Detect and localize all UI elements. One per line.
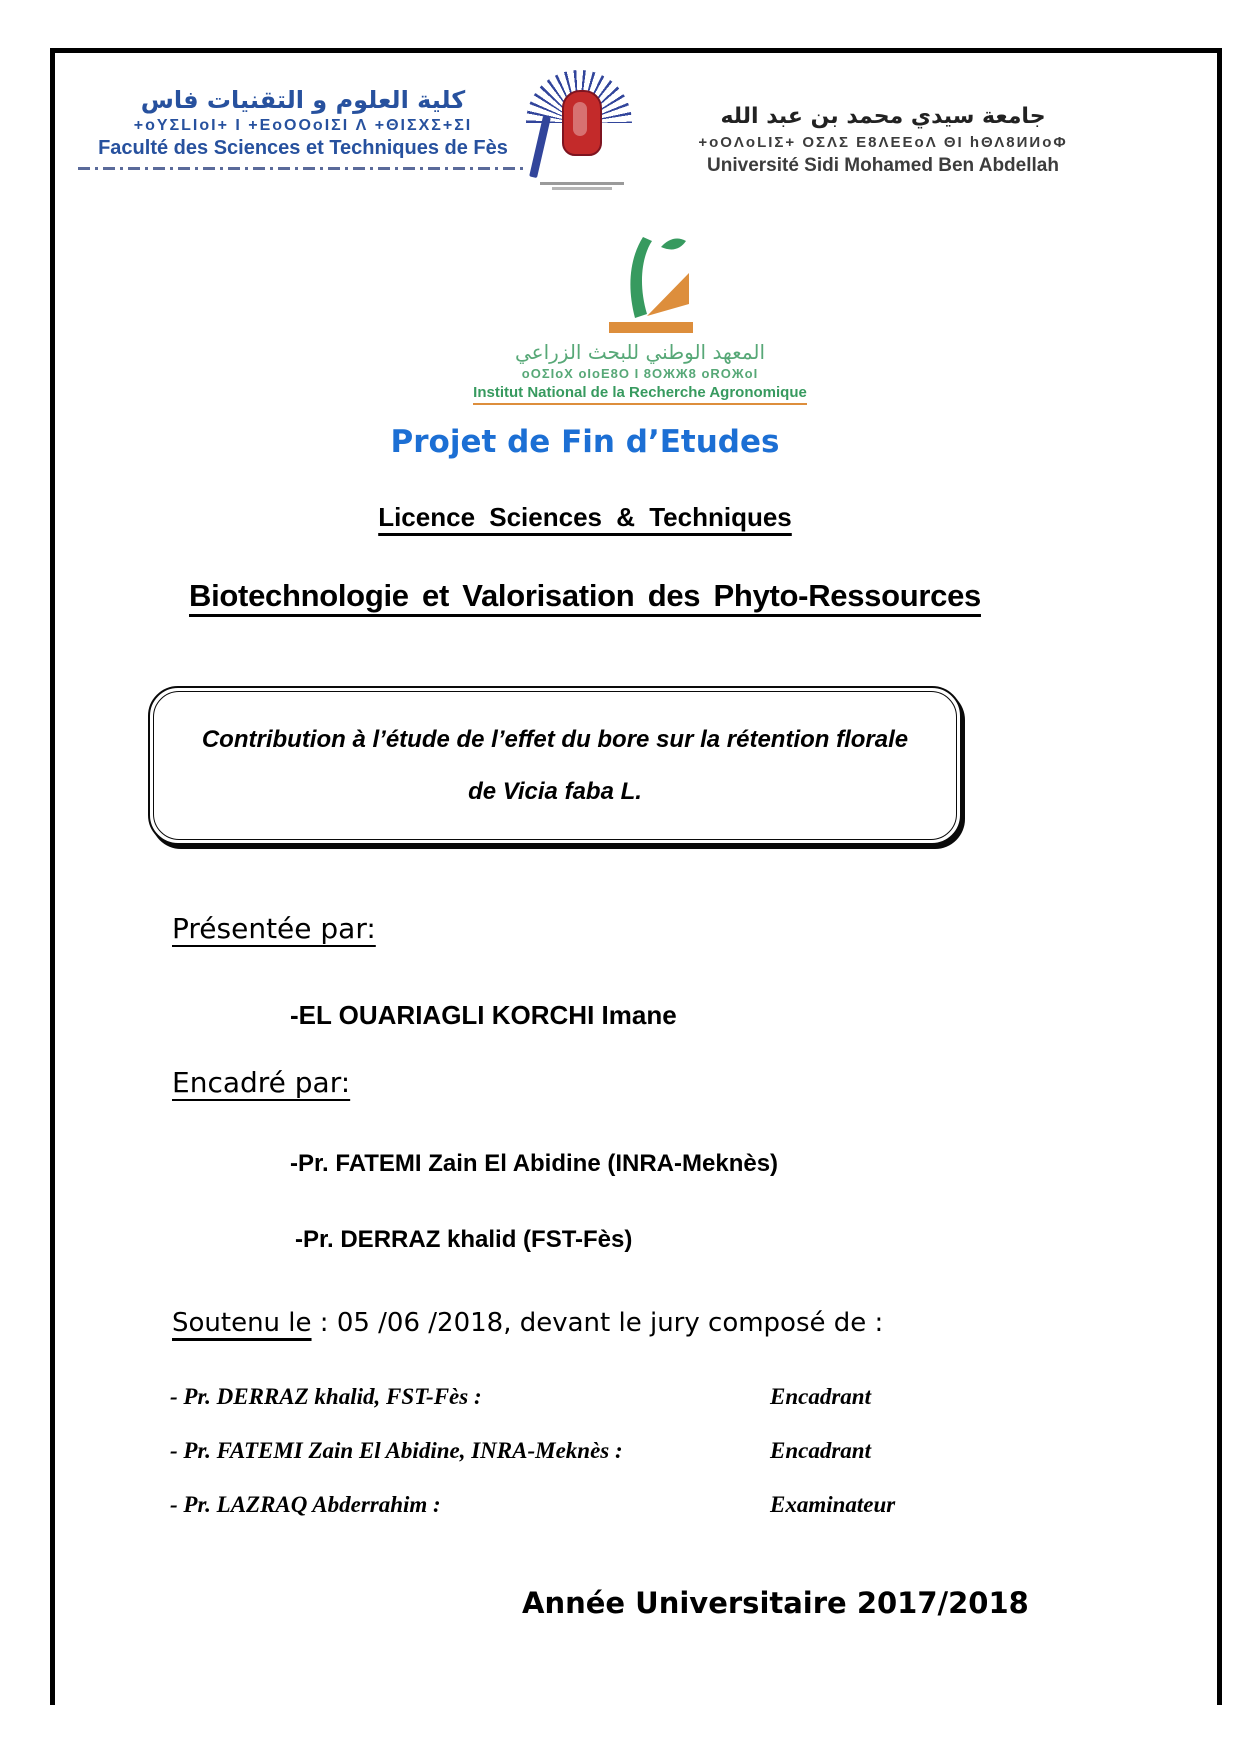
jury-member-name: - Pr. DERRAZ khalid, FST-Fès : — [170, 1384, 482, 1409]
fst-dash-dot-divider — [78, 167, 528, 170]
presented-by-label: Présentée par: — [172, 912, 376, 945]
usmba-tifinagh-title: +oOΛoLIΣ+ OΣΛΣ E8ΛEEoΛ ΘI hΘΛ8ИИoΦ — [698, 134, 1068, 151]
inra-arabic-title: المعهد الوطني للبحث الزراعي — [514, 340, 766, 364]
thesis-title-line1: Contribution à l’étude de l’effet du bore sur la rétention florale — [201, 725, 909, 753]
inra-tifinagh-title: oOΣIoX oIoE8O I 8OЖЖ8 oROЖoI — [521, 366, 759, 381]
defense-rest: : 05 /06 /2018, devant le jury composé de : — [311, 1308, 884, 1338]
university-emblem-logo — [506, 70, 652, 192]
defense-label: Soutenu le — [172, 1308, 312, 1338]
emblem-medallion-icon — [562, 90, 602, 156]
jury-row — [170, 1384, 970, 1410]
jury-member-role: Examinateur — [770, 1492, 896, 1517]
jury-member-role: Encadrant — [770, 1384, 871, 1409]
thesis-title-box-inner — [153, 691, 957, 840]
defense-date-line — [172, 1308, 883, 1338]
jury-member-name: - Pr. LAZRAQ Abderrahim : — [170, 1492, 441, 1517]
degree-title: Licence Sciences & Techniques — [378, 502, 792, 532]
header-fst-block — [78, 86, 528, 170]
header-usmba-block — [648, 104, 1118, 177]
jury-member-name: - Pr. FATEMI Zain El Abidine, INRA-Meknès : — [170, 1438, 623, 1463]
emblem-caption-line — [552, 187, 612, 190]
inra-logo-block — [420, 234, 860, 405]
usmba-arabic-title: جامعة سيدي محمد بن عبد الله — [720, 104, 1046, 129]
emblem-pen-icon — [529, 116, 551, 178]
thesis-title-box — [148, 686, 962, 845]
inra-french-title: Institut National de la Recherche Agronomique — [473, 384, 807, 405]
student-name: -EL OUARIAGLI KORCHI Imane — [290, 1000, 677, 1030]
usmba-french-title: Université Sidi Mohamed Ben Abdellah — [707, 155, 1059, 176]
supervised-by-label: Encadré par: — [172, 1066, 351, 1099]
jury-row — [170, 1438, 970, 1464]
inra-logo-icon — [565, 234, 715, 336]
jury-row — [170, 1492, 970, 1518]
thesis-title-line2: de Vicia faba L. — [468, 777, 642, 805]
emblem-caption-line — [540, 182, 624, 185]
jury-member-role: Encadrant — [770, 1438, 871, 1463]
supervisor-1: -Pr. FATEMI Zain El Abidine (INRA-Meknès) — [290, 1150, 779, 1177]
fst-arabic-title: كلية العلوم و التقنيات فاس — [140, 86, 466, 114]
supervisor-2: -Pr. DERRAZ khalid (FST-Fès) — [295, 1226, 633, 1253]
academic-year: Année Universitaire 2017/2018 — [522, 1586, 1029, 1620]
fst-french-title: Faculté des Sciences et Techniques de Fès — [98, 137, 508, 159]
program-title: Biotechnologie et Valorisation des Phyto-Ressources — [189, 578, 981, 613]
project-title: Projet de Fin d’Etudes — [390, 424, 780, 460]
fst-tifinagh-title: +oYΣLIoI+ I +EoOOoIΣI Λ +ΘIΣXΣ+ΣI — [133, 117, 473, 134]
